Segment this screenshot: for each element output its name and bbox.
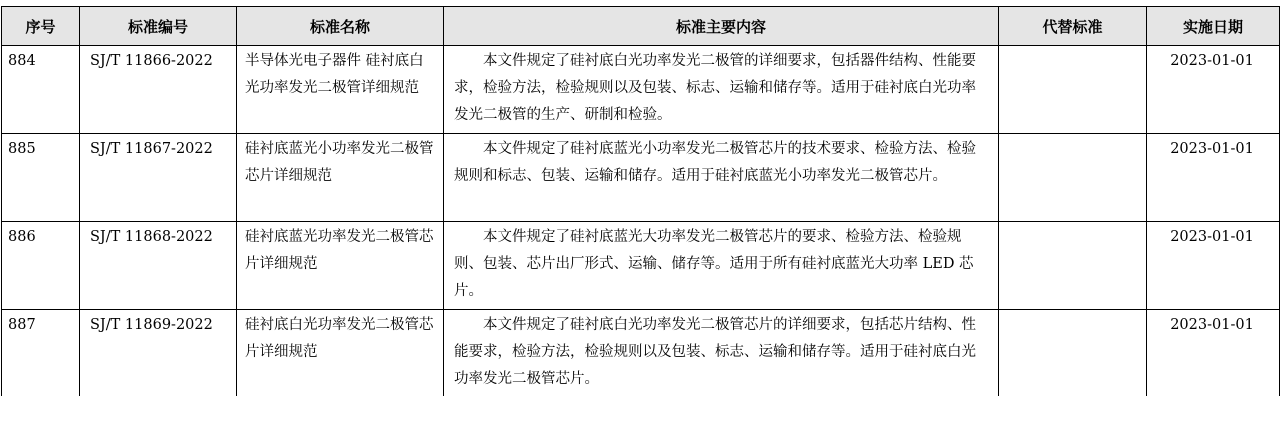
row-replaces [999, 310, 1147, 396]
row-date: 2023-01-01 [1147, 46, 1280, 134]
row-date: 2023-01-01 [1147, 222, 1280, 310]
header-content: 标准主要内容 [444, 7, 999, 46]
table-row [2, 46, 1280, 134]
header-date: 实施日期 [1147, 7, 1280, 46]
row-replaces [999, 134, 1147, 222]
row-content: 本文件规定了硅衬底白光功率发光二极管芯片的详细要求，包括芯片结构、性能要求，检验方法，检验规则以及包装、标志、运输和储存等。适用于硅衬底白光功率发光二极管芯片。 [444, 310, 999, 396]
table-header-row [2, 7, 1280, 46]
row-seq: 885 [2, 134, 80, 222]
header-seq: 序号 [2, 7, 80, 46]
row-title: 硅衬底蓝光小功率发光二极管芯片详细规范 [237, 134, 444, 222]
row-date: 2023-01-01 [1147, 310, 1280, 396]
row-seq: 886 [2, 222, 80, 310]
row-code: SJ/T 11869-2022 [80, 310, 237, 396]
row-replaces [999, 222, 1147, 310]
row-code: SJ/T 11868-2022 [80, 222, 237, 310]
row-content: 本文件规定了硅衬底蓝光小功率发光二极管芯片的技术要求、检验方法、检验规则和标志、包装、运输和储存。适用于硅衬底蓝光小功率发光二极管芯片。 [444, 134, 999, 222]
header-code: 标准编号 [80, 7, 237, 46]
table-row [2, 222, 1280, 310]
row-date: 2023-01-01 [1147, 134, 1280, 222]
row-title: 半导体光电子器件 硅衬底白光功率发光二极管详细规范 [237, 46, 444, 134]
row-replaces [999, 46, 1147, 134]
row-content: 本文件规定了硅衬底白光功率发光二极管的详细要求，包括器件结构、性能要求，检验方法，检验规则以及包装、标志、运输和储存等。适用于硅衬底白光功率发光二极管的生产、研制和检验。 [444, 46, 999, 134]
row-content: 本文件规定了硅衬底蓝光大功率发光二极管芯片的要求、检验方法、检验规则、包装、芯片出厂形式、运输、储存等。适用于所有硅衬底蓝光大功率 LED 芯片。 [444, 222, 999, 310]
table-row [2, 310, 1280, 396]
row-title: 硅衬底白光功率发光二极管芯片详细规范 [237, 310, 444, 396]
row-code: SJ/T 11867-2022 [80, 134, 237, 222]
standards-table [1, 6, 1280, 396]
row-code: SJ/T 11866-2022 [80, 46, 237, 134]
row-title: 硅衬底蓝光功率发光二极管芯片详细规范 [237, 222, 444, 310]
table-row [2, 134, 1280, 222]
row-seq: 884 [2, 46, 80, 134]
header-title: 标准名称 [237, 7, 444, 46]
row-seq: 887 [2, 310, 80, 396]
header-replaces: 代替标准 [999, 7, 1147, 46]
